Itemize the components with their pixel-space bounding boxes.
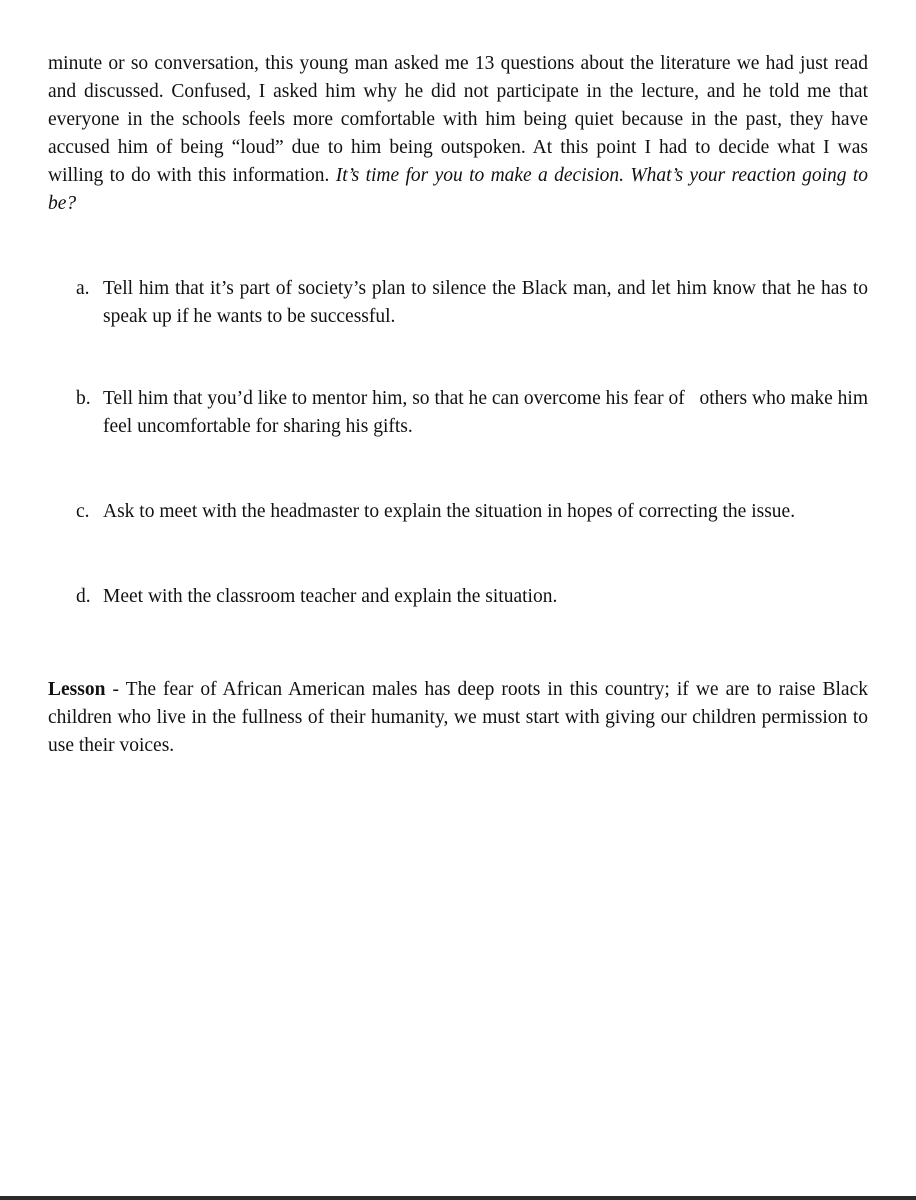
option-b: [76, 385, 873, 441]
intro-paragraph: [48, 50, 868, 218]
option-a-text: Tell him that it’s part of society’s plan to silence the Black man, and let him know that he has to speak up if he wants to be successful.: [103, 278, 868, 327]
intro-italic-question: It’s time for you to make a decision. What’s your reaction going to be?: [48, 165, 869, 214]
option-d: [76, 583, 868, 611]
option-d-letter: d.: [76, 586, 91, 607]
option-a: [76, 275, 868, 331]
lesson-paragraph: [48, 676, 868, 760]
lesson-label: Lesson: [48, 679, 106, 700]
option-c-letter: c.: [76, 501, 90, 522]
option-d-text: Meet with the classroom teacher and explain the situation.: [103, 586, 558, 607]
option-b-text: Tell him that you’d like to mentor him, so that he can overcome his fear of others who make him feel uncomfortable for sharing his gifts.: [103, 388, 873, 437]
option-a-letter: a.: [76, 278, 90, 299]
intro-text: minute or so conversation, this young man asked me 13 questions about the literature we had just read and discussed. Confused, I asked him why he did not participate in the lecture, and he told me that everyone in the schools feels more comfortable with him being quiet because in the past, they have accused him of being “loud” due to him being outspoken. At this point I had to decide what I was willing to do with this information.: [48, 53, 868, 186]
option-c: [76, 498, 868, 526]
lesson-text: - The fear of African American males has deep roots in this country; if we are to raise Black children who live in the fullness of their humanity, we must start with giving our children permission to use their voices.: [48, 679, 868, 756]
option-b-letter: b.: [76, 388, 91, 409]
page-bottom-edge: [0, 1196, 916, 1200]
option-c-text: Ask to meet with the headmaster to explain the situation in hopes of correcting the issue.: [103, 501, 796, 522]
